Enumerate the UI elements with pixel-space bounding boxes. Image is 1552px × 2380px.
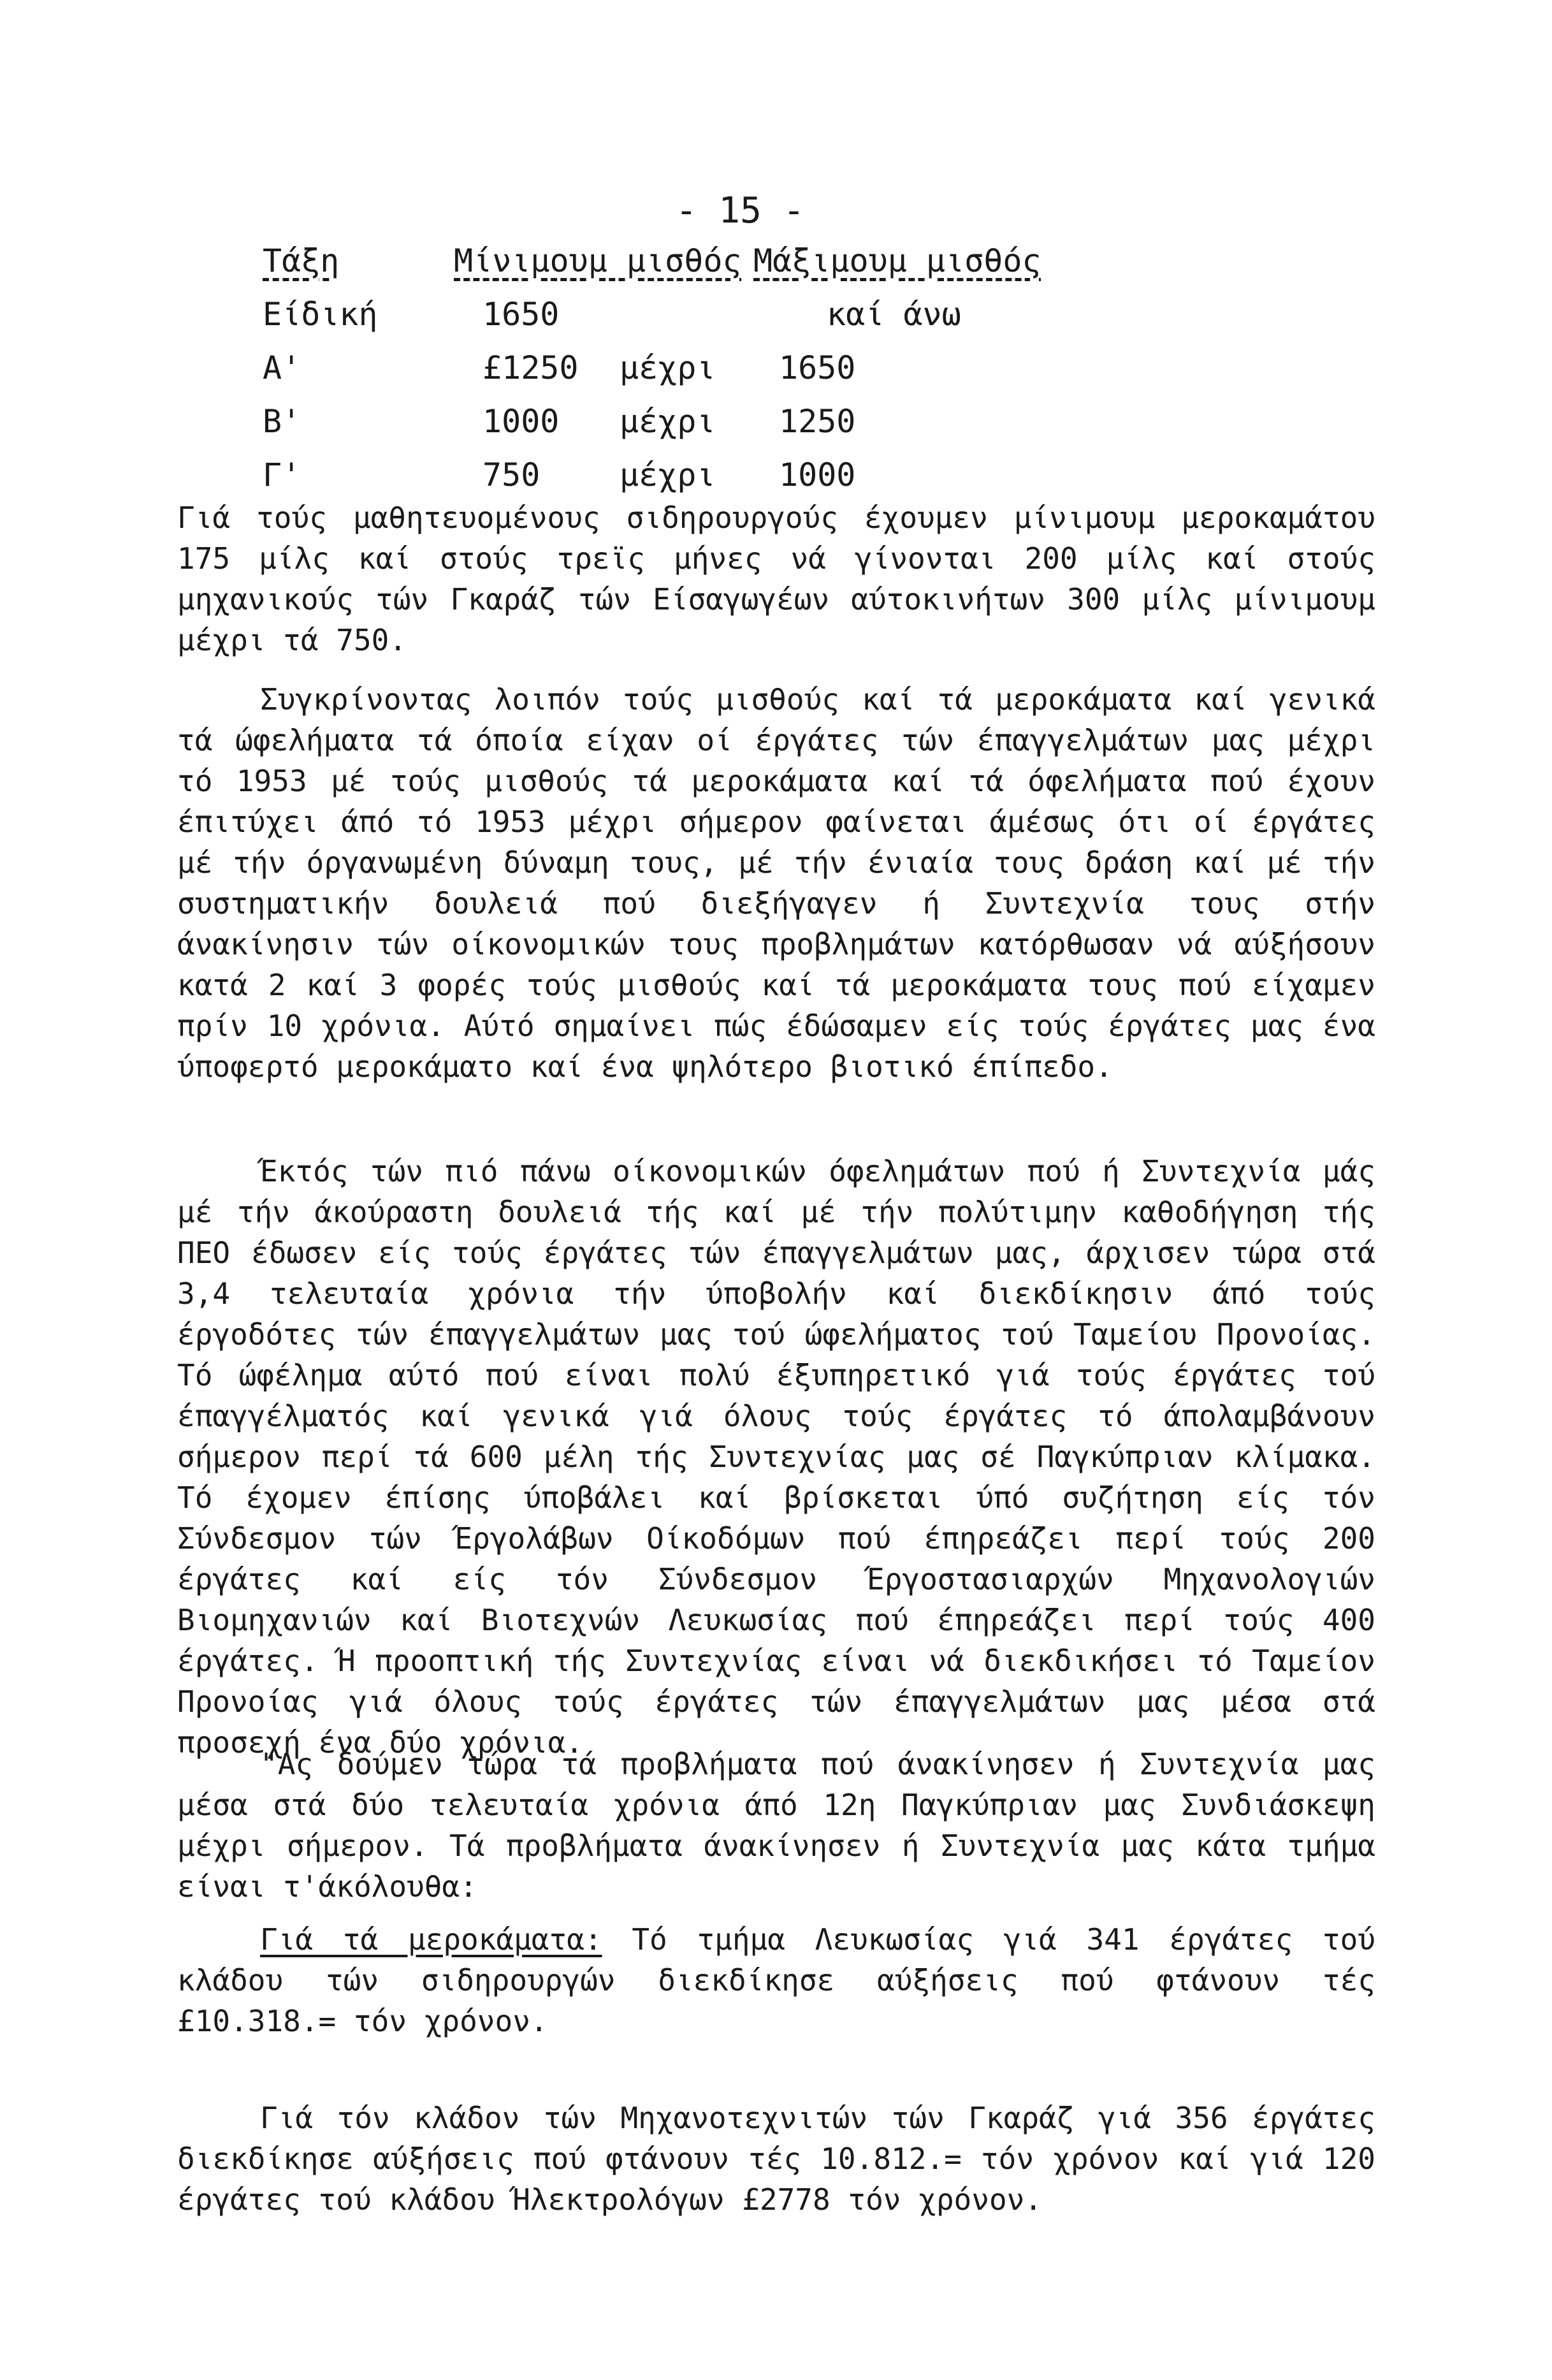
header-max-wage: Μάξιμουμ μισθός — [753, 242, 1041, 279]
paragraph-wages-body: Τό τμήμα Λευκωσίας γιά 341 έργάτες τού κλάδου τών σιδηρουργών διεκδίκησε αύξήσεις πού φτάνουν τές £10.318.= τόν χρόνον. — [177, 1922, 1375, 2038]
paragraph-garage-mechanics: Γιά τόν κλάδον τών Μηχανοτεχνιτών τών Γκαράζ γιά 356 έργάτες διεκδίκησε αύξήσεις πού φτάνουν τές 10.812.= τόν χρόνον καί γιά 120 έργάτες τού κλάδου Ήλεκτρολόγων £2778 τόν χρόνον. — [177, 2101, 1375, 2217]
paragraph-comparison: Συγκρίνοντας λοιπόν τούς μισθούς καί τά μεροκάματα καί γενικά τά ώφελήματα τά όποία είχαν οί έργάτες τών έπαγγελμάτων μας μέχρι τό 1953 μέ τούς μισθούς τά μεροκάματα καί τά όφελήματα πού έχουν έπιτύχει άπό τό 1953 μέχρι σήμερον φαίνεται άμέσως ότι οί έργάτες μέ τήν όργανωμένη δύναμη τους, μέ τήν ένιαία τους δράση καί μέ τήν συστηματικήν δουλειά πού διεξήγαγεν ή Συντεχνία τους στήν άνακίνησιν τών οίκονομικών τους προβλημάτων κατόρθωσαν νά αύξήσουν κατά 2 καί 3 φορές τούς μισθούς καί τά μεροκάματα τους πού είχαμεν πρίν 10 χρόνια. Αύτό σημαίνει πώς έδώσαμεν είς τούς έργάτες μας ένα ύποφερτό μεροκάματο καί ένα ψηλότερο βιοτικό έπίπεδο. — [177, 682, 1375, 1084]
header-class: Τάξη — [263, 242, 340, 279]
paragraph-provident-fund: Έκτός τών πιό πάνω οίκονομικών όφελημάτων πού ή Συντεχνία μάς μέ τήν άκούραστη δουλειά τής καί μέ τήν πολύτιμην καθοδήγηση τής ΠΕΟ έδωσεν είς τούς έργάτες τών έπαγγελμάτων μας, άρχισεν τώρα στά 3,4 τελευταία χρόνια τήν ύποβολήν καί διεκδίκησιν άπό τούς έργοδότες τών έπαγγελμάτων μας τού ώφελήματος τού Ταμείου Προνοίας. Τό ώφέλημα αύτό πού είναι πολύ έξυπηρετικό γιά τούς έργάτες τού έπαγγέλματός καί γενικά γιά όλους τούς έργάτες τό άπολαμβάνουν σήμερον περί τά 600 μέλη τής Συντεχνίας μας σέ Παγκύπριαν κλίμακα. Τό έχομεν έπίσης ύποβάλει καί βρίσκεται ύπό συζήτηση είς τόν Σύνδεσμον τών Έργολάβων Οίκοδόμων πού έπηρεάζει περί τούς 200 έργάτες καί είς τόν Σύνδεσμον Έργοστασιαρχών Μηχανολογιών Βιομηχανιών καί Βιοτεχνών Λευκωσίας πού έπηρεάζει περί τούς 400 έργάτες. Ή προοπτική τής Συντεχνίας είναι νά διεκδικήσει τό Ταμείον Προνοίας γιά όλους τούς έργάτες τών έπαγγελμάτων μας μέσα στά προσεχή ένα δύο χρόνια. — [177, 1154, 1375, 1760]
cell-min: 750 — [482, 456, 540, 493]
wage-table — [263, 242, 1155, 510]
table-header-row — [263, 242, 1155, 296]
cell-sep: μέχρι — [620, 403, 716, 440]
paragraph-wages-section — [177, 1919, 1375, 2041]
cell-class: Β' — [263, 403, 301, 440]
cell-max: καί άνω — [827, 296, 961, 333]
table-row — [263, 349, 1155, 403]
cell-class: Α' — [263, 349, 301, 386]
cell-max: 1650 — [779, 349, 856, 386]
table-row — [263, 296, 1155, 349]
header-min-wage: Μίνιμουμ μισθός — [454, 242, 742, 279]
page-number: - 15 - — [676, 190, 805, 231]
cell-min: 1650 — [482, 296, 560, 333]
paragraph-problems: "Ας δούμεν τώρα τά προβλήματα πού άνακίνησεν ή Συντεχνία μας μέσα στά δύο τελευταία χρόνια άπό 12η Παγκύπριαν μας Συνδιάσκεψη μέχρι σήμερον. Τά προβλήματα άνακίνησεν ή Συντεχνία μας κάτα τμήμα είναι τ'άκόλουθα: — [177, 1747, 1375, 1904]
cell-min: 1000 — [482, 403, 560, 440]
cell-sep: μέχρι — [620, 349, 716, 386]
paragraph-apprentices: Γιά τούς μαθητευομένους σιδηρουργούς έχουμεν μίνιμουμ μεροκαμάτου 175 μίλς καί στούς τρεϊς μήνες νά γίνονται 200 μίλς καί στούς μηχανικούς τών Γκαράζ τών Είσαγωγέων αύτοκινήτων 300 μίλς μίνιμουμ μέχρι τά 750. — [177, 500, 1375, 657]
section-heading-wages: Γιά τά μεροκάματα: — [260, 1922, 602, 1957]
table-row — [263, 403, 1155, 456]
cell-sep: μέχρι — [620, 456, 716, 493]
cell-class: Γ' — [263, 456, 301, 493]
cell-min: £1250 — [482, 349, 579, 386]
cell-class: Είδική — [263, 296, 378, 333]
cell-max: 1000 — [779, 456, 856, 493]
cell-max: 1250 — [779, 403, 856, 440]
